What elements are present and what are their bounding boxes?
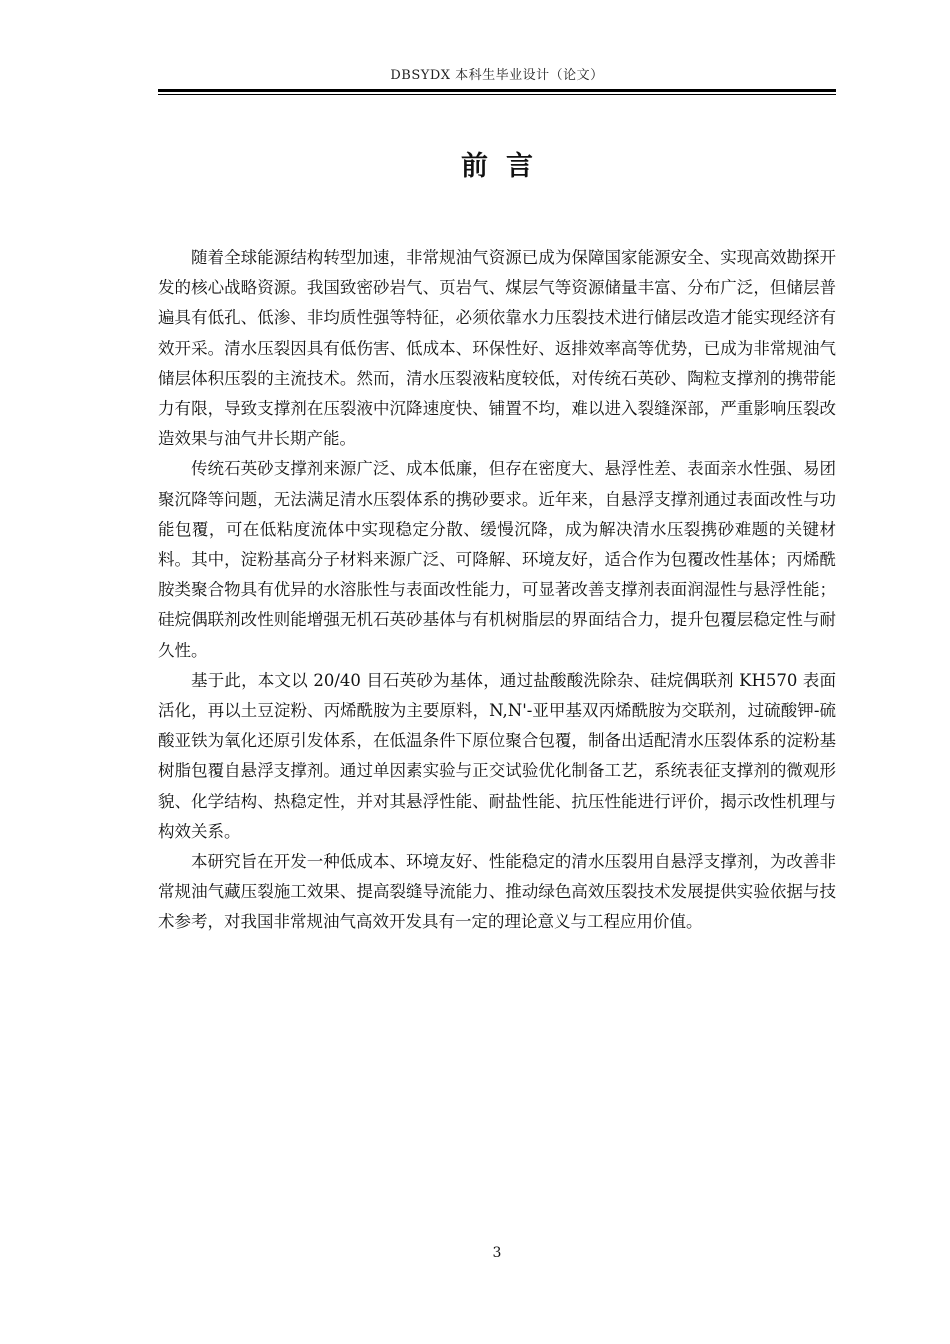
paragraph-2: 传统石英砂支撑剂来源广泛、成本低廉，但存在密度大、悬浮性差、表面亲水性强、易团聚沉降等问题，无法满足清水压裂体系的携砂要求。近年来，自悬浮支撑剂通过表面改性与功能包覆，可在低粘度流体中实现稳定分散、缓慢沉降，成为解决清水压裂携砂难题的关键材料。其中，淀粉基高分子材料来源广泛、可降解、环境友好，适合作为包覆改性基体；丙烯酰胺类聚合物具有优异的水溶胀性与表面改性能力，可显著改善支撑剂表面润湿性与悬浮性能；硅烷偶联剂改性则能增强无机石英砂基体与有机树脂层的界面结合力，提升包覆层稳定性与耐久性。 [158,459,836,660]
running-header: DBSYDX 本科生毕业设计（论文） [390,68,604,83]
body-text [158,243,836,938]
header-rule-thin [158,94,836,95]
paragraph-3: 基于此，本文以 20/40 目石英砂为基体，通过盐酸酸洗除杂、硅烷偶联剂 KH570 表面活化，再以土豆淀粉、丙烯酰胺为主要原料，N,N'-亚甲基双丙烯酰胺为交联剂，过硫酸钾-硫酸亚铁为氧化还原引发体系，在低温条件下原位聚合包覆，制备出适配清水压裂体系的淀粉基树脂包覆自悬浮支撑剂。通过单因素实验与正交试验优化制备工艺，系统表征支撑剂的微观形貌、化学结构、热稳定性，并对其悬浮性能、耐盐性能、抗压性能进行评价，揭示改性机理与构效关系。 [158,670,836,841]
page-title: 前言 [461,151,551,182]
header-rule-thick [158,89,836,92]
paragraph-1: 随着全球能源结构转型加速，非常规油气资源已成为保障国家能源安全、实现高效勘探开发的核心战略资源。我国致密砂岩气、页岩气、煤层气等资源储量丰富、分布广泛，但储层普遍具有低孔、低渗、非均质性强等特征，必须依靠水力压裂技术进行储层改造才能实现经济有效开采。清水压裂因具有低伤害、低成本、环保性好、返排效率高等优势，已成为非常规油气储层体积压裂的主流技术。然而，清水压裂液粘度较低，对传统石英砂、陶粒支撑剂的携带能力有限，导致支撑剂在压裂液中沉降速度快、铺置不均，难以进入裂缝深部，严重影响压裂改造效果与油气井长期产能。 [158,248,836,449]
paragraph-4: 本研究旨在开发一种低成本、环境友好、性能稳定的清水压裂用自悬浮支撑剂，为改善非常规油气藏压裂施工效果、提高裂缝导流能力、推动绿色高效压裂技术发展提供实验依据与技术参考，对我国非常规油气高效开发具有一定的理论意义与工程应用价值。 [158,852,836,932]
page-number: 3 [492,1245,502,1261]
